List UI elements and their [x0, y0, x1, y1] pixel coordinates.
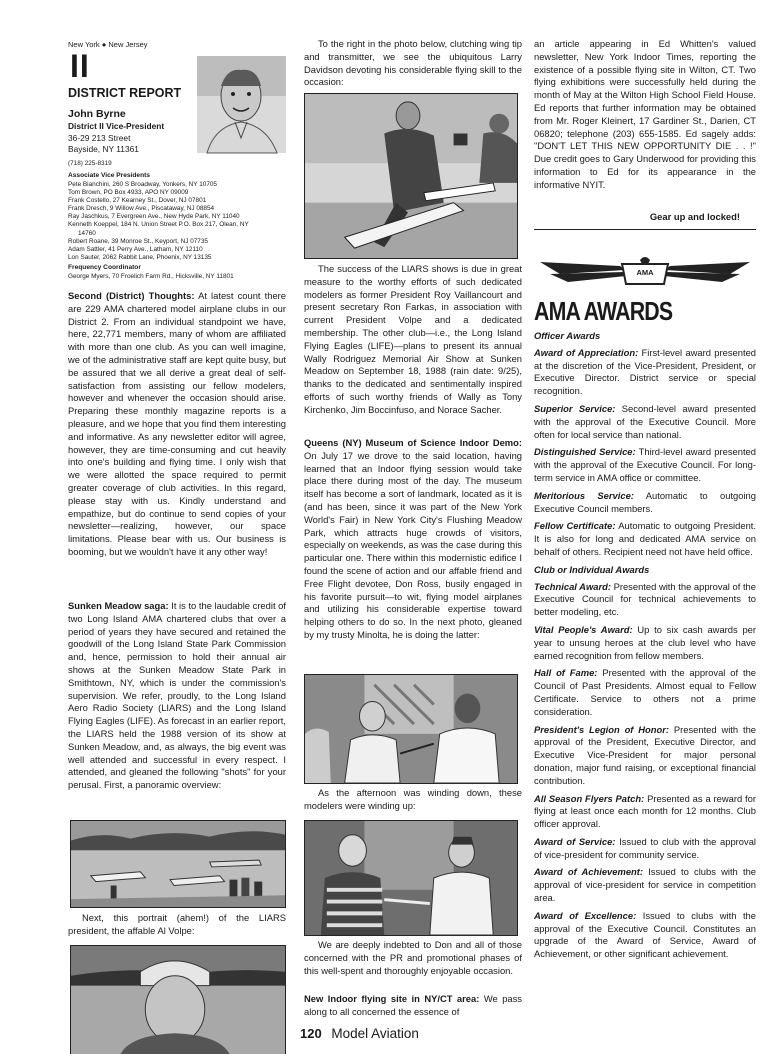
award-text: Issued to club with the approval of vice-president for community service. [534, 835, 756, 860]
award-item [534, 347, 756, 398]
award-name: Award of Appreciation: [534, 346, 639, 358]
paragraph-lead: New Indoor flying site in NY/CT area: [304, 993, 480, 1004]
award-item [534, 490, 756, 516]
page-footer [300, 1026, 419, 1041]
award-item [534, 667, 756, 718]
award-text: Automatic to outgoing Executive Council members. [534, 489, 756, 514]
award-item [534, 520, 756, 558]
paragraph-body: On July 17 we drove to the said location, having learned that an Indoor flying session would take place there during most of the day. The museum itself has become a sort of landmark, located as it is (and has been, since it was part of the New York World's Fair) in New York City's Flushing Meadow Park, which attracts huge crowds of visitors, especially on weekends, as was the case during this particular one. There within this modernistic edifice I found the scene of action and our affable friend and Free Flight devotee, Don Ross, busily engaged in his favorite pursuit—to wit, flying model airplanes and utilizing his considerable expertise toward helping others to do so. In the next photo, gleaned by my trusty Minolta, he is doing the latter: [304, 449, 522, 640]
award-name: Award of Achievement: [534, 866, 644, 878]
divider [534, 229, 756, 230]
award-name: Superior Service: [534, 402, 616, 414]
award-item [534, 866, 756, 904]
award-item [534, 446, 756, 484]
district-number: II [70, 48, 90, 84]
frequency-line: George Myers, 70 Froelich Farm Rd., Hicksville, NY 11801 [68, 273, 234, 280]
associate-line: 14760 [78, 229, 96, 237]
award-item [534, 793, 756, 831]
associate-line: Ray Jaschkus, 7 Evergreen Ave., New Hyde Park, NY 11040 [68, 213, 240, 221]
associate-line: Frank Dresch, 9 Willow Ave., Piscataway, NJ 08854 [68, 205, 215, 213]
award-text: Presented with the approval of the President, Executive Director, and Executive Vice-President for major personal donation, major fund raising, or exceptional financial contribution. [534, 723, 756, 786]
states-line: New York ● New Jersey [68, 40, 148, 49]
photo-larry-davidson [304, 93, 518, 259]
ama-wings-logo [540, 256, 750, 290]
award-name: Vital People's Award: [534, 623, 633, 635]
photo-al-volpe [70, 945, 286, 1054]
award-item [534, 724, 756, 788]
paragraph-davidson-intro: To the right in the photo below, clutching wing tip and transmitter, we see the ubiquitous Larry Davidson devoting his considerable flying skill to the occasion: [304, 38, 522, 88]
associate-line: Kenneth Koeppel, 184 N. Union Street P.O. Box 217, Olean, NY [68, 221, 249, 229]
award-name: Award of Service: [534, 835, 616, 847]
photo-don-ross [304, 674, 518, 784]
associate-line: Adam Sattler, 41 Perry Ave., Latham, NY 12110 [68, 245, 203, 253]
associates-heading: Associate Vice Presidents [68, 172, 150, 179]
paragraph-body: We pass along to all concerned the essence of [304, 993, 522, 1017]
award-name: Meritorious Service: [534, 489, 634, 501]
award-text: Automatic to outgoing President. It is also for long and dedicated AMA service on behalf of others. Recipient need not have held office. [534, 520, 756, 557]
award-name: Distinguished Service: [534, 446, 636, 458]
associate-line: Robert Roane, 39 Monroe St., Keyport, NJ 07735 [68, 237, 208, 245]
award-text: Presented as a reward for flying at least once each month for 12 months. Club officer approval. [534, 792, 756, 830]
award-text: First-level award presented at the discretion of the Vice-President, President, or Executive Director. District service or special recognition. [534, 346, 756, 397]
page-number: 120 [300, 1026, 322, 1041]
paragraph-second-thoughts [68, 290, 286, 597]
paragraph-portrait-intro: Next, this portrait (ahem!) of the LIARS president, the affable Al Volpe: [68, 912, 286, 936]
paragraph-lead: Sunken Meadow saga: [68, 600, 169, 611]
author-name: John Byrne [68, 108, 126, 120]
paragraph-sunken-meadow [68, 600, 286, 815]
author-address-2: Bayside, NY 11361 [68, 144, 139, 154]
club-awards-heading: Club or Individual Awards [534, 563, 650, 575]
paragraph-wilton-article: an article appearing in Ed Whitten's valued newsletter, New York Indoor Times, reporting the existence of a possible flying site in Wilton, CT. Two flying exhibitions were successfully held during the month of May at the Wilton High School Field House. Ed reports that further information may be obtained from Mr. Roger Kleinert, 17 Gardiner St., Darien, CT 06820; telephone (203) 655-1585. Ed sagely adds: "DON'T LET THIS NEW OPPORTUNITY DIE . . !" Due credit goes to Gary Underwood for providing this information to Ed for its appearance in the informative NYIT. [534, 38, 756, 190]
award-item [534, 403, 756, 441]
paragraph-liars-success: The success of the LIARS shows is due in great measure to the worthy efforts of such dedicated modelers as former President Roy Vaillancourt and present secretary Ron Farkas, in association with current President Volpe and a dedicated membership. The other club—i.e., the Long Island Flying Eagles (LIFE)—plans to present its annual Wally Rodriguez Memorial Air Show at Sunken Meadow on September 18, 1988 (rain date: 9/25), thanks to the dedicated and sentimentally inspired efforts of such worthy friends of Wally as Tony Kirchenko, Jim Boccinfuso, and Norace Sacher. [304, 263, 522, 415]
award-name: Hall of Fame: [534, 667, 598, 679]
award-name: Technical Award: [534, 580, 611, 592]
award-item [534, 910, 756, 961]
associate-line: Lon Sauter, 2062 Rabbit Lane, Phoenix, NY 13135 [68, 253, 212, 261]
award-text: Third-level award presented with the approval of the Executive Council. For long-term service in AMA office or committee. [534, 446, 756, 483]
awards-title: AMA AWARDS [534, 296, 673, 326]
paragraph-winding-down: As the afternoon was winding down, these modelers were winding up: [304, 787, 522, 811]
award-text: Issued to clubs with the approval of the Executive Council. Constitutes an upgrade of the Award of Service, Award of Achievement, or other significant achievement. [534, 909, 756, 960]
paragraph-indebted: We are deeply indebted to Don and all of those concerned with the PR and promotional phases of this well-spent and thoroughly enjoyable occasion. [304, 939, 522, 976]
author-address-1: 36-29 213 Street [68, 133, 131, 143]
award-item [534, 624, 756, 662]
report-title: DISTRICT REPORT [68, 86, 182, 100]
signoff: Gear up and locked! [649, 211, 740, 222]
award-item [534, 581, 756, 619]
phone: (718) 225-8319 [68, 160, 112, 167]
associates-list [68, 181, 290, 262]
award-name: President's Legion of Honor: [534, 723, 670, 735]
award-text: Presented with the approval of the Executive Council for technical achievements to better modeling, etc. [534, 580, 756, 618]
officer-awards-heading: Officer Awards [534, 330, 601, 341]
award-text: Issued to clubs with the approval of vice-president for service in competition area. [534, 866, 756, 904]
associate-line: Frank Costello, 27 Kearney St., Dover, NJ 07801 [68, 197, 207, 205]
paragraph-indoor-site [304, 993, 522, 1021]
author-portrait [197, 56, 286, 153]
paragraph-queens-museum [304, 437, 522, 672]
award-text: Presented with the approval of the Council of Past Presidents. Almost equal to Fellow Certificate. Service to others not a prime consideration. [534, 667, 756, 717]
award-item [534, 836, 756, 862]
photo-modelers-winding-up [304, 820, 518, 936]
award-name: Fellow Certificate: [534, 520, 616, 532]
award-text: Up to six cash awards per year to unsung heroes at the club level who have earned recognition from fellow members. [534, 623, 756, 661]
associate-line: Pete Bianchini, 260 S Broadway, Yonkers, NY 10705 [68, 181, 217, 188]
paragraph-body: It is to the laudable credit of two Long Island AMA chartered clubs that over a period of years they have secured and retained the goodwill of the Long Island State Park Commission and, hence, permission to hold their annual air shows at the Sunken Meadow State Park in Smithtown, NY, which is under the commission's supervision. We refer, proudly, to the Long Island Aero Radio Society (LIARS) and the Long Island Flying Eagles (LIFE). As forecast in an earlier report, the LIARS held the 1988 version of its show at Sunken Meadow, and, as always, the big event was well attended and successful in every respect. I attended, and gleaned the following "shots" for your perusal. First, a panoramic overview: [68, 600, 286, 791]
paragraph-body: At latest count there are 229 AMA chartered model airplane clubs in our District 2. From an individual standpoint we have, here, 22,771 members, many of whom are affiliated with more than one club. As you can well imagine, we of the administrative staff are kept quite busy, but be assured that we all derive a great deal of self-satisfaction from assisting our fellow modelers, however and whenever the occasion should arise. Preparing these monthly magazine reports is a pleasure, and we hope that you find them interesting and informative. As any newsletter editor will agree, however, they are time-consuming and cut heavily into one's building and flying time. I only wish that we were allotted the space required to permit greater coverage of club activities. In this regard, please stay with us. Kindly understand and empathize, but do continue to send copies of your newsletter—realizing, however, our space limitations. Please bear with us. Our business is booming, but we wouldn't have it any other way! [68, 290, 286, 557]
paragraph-lead: Queens (NY) Museum of Science Indoor Demo: [304, 437, 522, 448]
magazine-name: Model Aviation [331, 1026, 419, 1041]
awards-body [534, 330, 756, 966]
paragraph-lead: Second (District) Thoughts: [68, 290, 195, 301]
award-name: All Season Flyers Patch: [534, 792, 645, 804]
photo-panoramic-overview [70, 820, 286, 908]
frequency-heading: Frequency Coordinator [68, 264, 141, 271]
associate-line: Tom Brown, PO Box 4933, APO NY 09009 [68, 189, 189, 197]
ama-logo-text: AMA [636, 268, 654, 277]
award-name: Award of Excellence: [534, 909, 637, 921]
author-title: District II Vice-President [68, 121, 165, 131]
award-text: Second-level award presented with the approval of the Executive Council. More often for local service than national. [534, 402, 756, 440]
